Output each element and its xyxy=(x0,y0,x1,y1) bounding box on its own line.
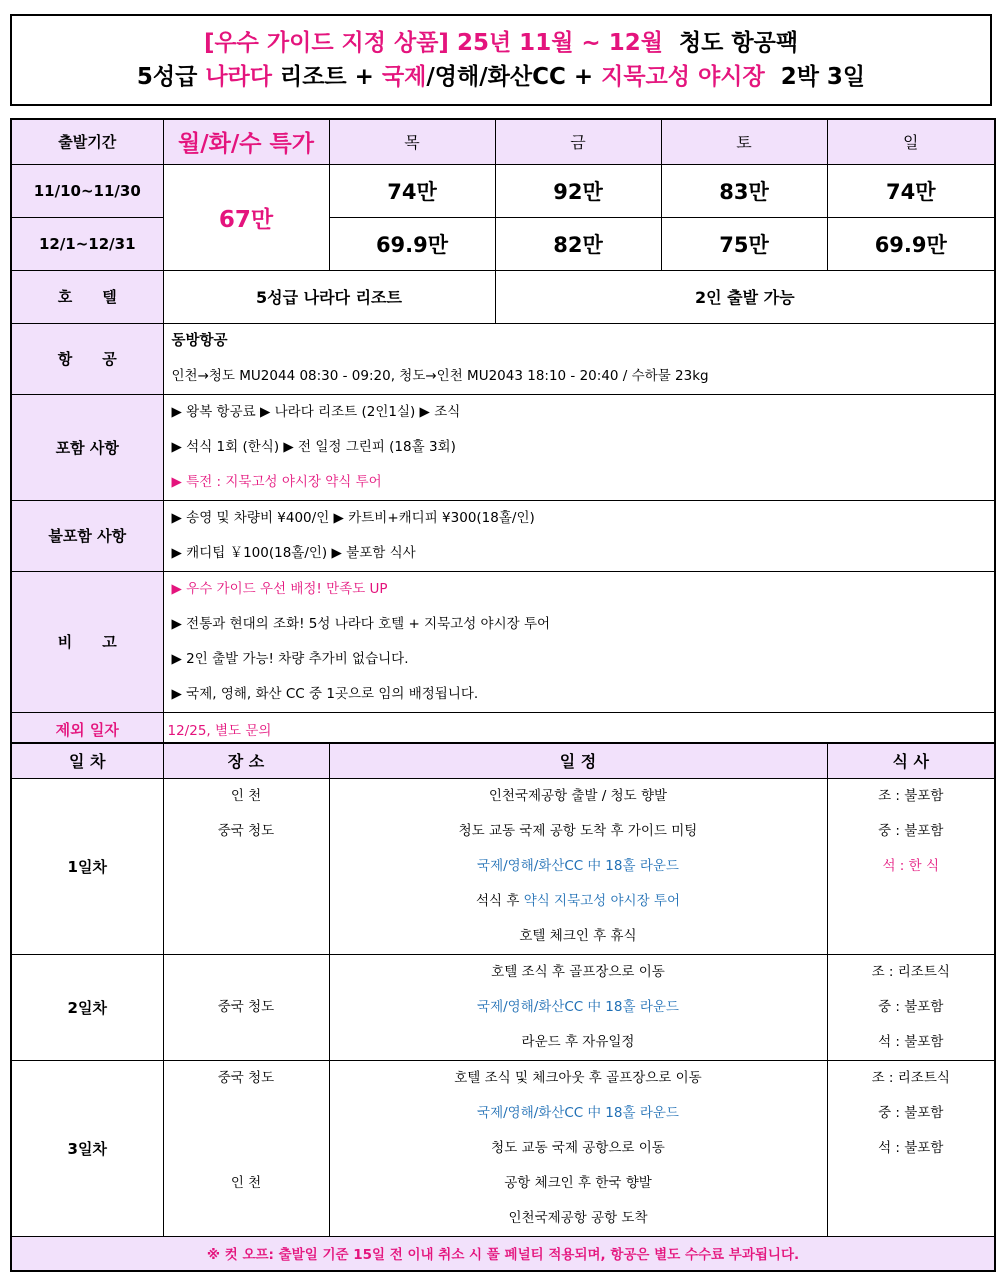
plan-item: 청도 교동 국제 공항 도착 후 가이드 미팅 xyxy=(458,822,698,839)
meal-item: 중 : 불포함 xyxy=(878,1104,944,1121)
day-thu: 목 xyxy=(329,119,495,164)
title-resort-name: 나라다 xyxy=(205,64,272,90)
meal-item: 석 : 한 식 xyxy=(882,857,940,874)
title-duration: 2박 3일 xyxy=(780,64,866,90)
place-item xyxy=(164,1025,329,1060)
place-item xyxy=(164,1131,329,1166)
day-label: 1일차 xyxy=(11,778,163,954)
cutoff-notice: ※ 컷 오프: 출발일 기준 15일 전 이내 취소 시 풀 페널티 적용되며, 항공은 별도 수수료 부과됩니다. xyxy=(11,1236,995,1271)
plan-item: 청도 교동 국제 공항으로 이동 xyxy=(491,1139,665,1156)
excluded-info xyxy=(163,500,995,571)
title-cc-1: 국제 xyxy=(381,64,427,90)
meal-item: 조 : 리조트식 xyxy=(871,963,950,980)
meal-item xyxy=(828,919,995,954)
price-cell: 83만 xyxy=(661,164,827,217)
plan-col xyxy=(329,954,827,1060)
plan-item: 국제/영해/화산CC 中 18홀 라운드 xyxy=(477,998,679,1015)
price-cell: 82만 xyxy=(495,217,661,270)
itinerary-header-meal: 식 사 xyxy=(827,743,995,778)
meal-col xyxy=(827,954,995,1060)
meal-col xyxy=(827,1060,995,1236)
remarks-info xyxy=(163,571,995,712)
plan-item: 호텔 조식 후 골프장으로 이동 xyxy=(491,963,665,980)
day-label: 3일차 xyxy=(11,1060,163,1236)
day-fri: 금 xyxy=(495,119,661,164)
price-cell: 69.9만 xyxy=(827,217,995,270)
excluded-line: ▶ 송영 및 차량비 ¥400/인 ▶ 카트비+캐디피 ¥300(18홀/인) xyxy=(171,509,535,526)
place-item xyxy=(164,919,329,954)
meal-item: 중 : 불포함 xyxy=(878,998,944,1015)
place-item: 중국 청도 xyxy=(217,1069,275,1086)
plan-item: 라운드 후 자유일정 xyxy=(521,1033,635,1050)
info-table xyxy=(10,118,996,748)
place-item: 중국 청도 xyxy=(217,822,275,839)
title-line-1 xyxy=(12,26,990,60)
remarks-label: 비 고 xyxy=(11,571,163,712)
place-col xyxy=(163,954,329,1060)
period-row-2: 12/1~12/31 xyxy=(11,217,163,270)
price-cell: 74만 xyxy=(329,164,495,217)
day-sun: 일 xyxy=(827,119,995,164)
title-box xyxy=(10,14,992,106)
itinerary-header-day: 일 차 xyxy=(11,743,163,778)
included-info xyxy=(163,394,995,500)
place-item xyxy=(164,884,329,919)
hotel-name: 5성급 나라다 리조트 xyxy=(163,270,495,323)
remarks-line: ▶ 2인 출발 가능! 차량 추가비 없습니다. xyxy=(171,650,409,667)
plan-text-highlight: 약식 지묵고성 야시장 투어 xyxy=(523,892,681,909)
itinerary-header-place: 장 소 xyxy=(163,743,329,778)
plan-col xyxy=(329,1060,827,1236)
hotel-label: 호 텔 xyxy=(11,270,163,323)
plan-item: 인천국제공항 출발 / 청도 향발 xyxy=(488,787,668,804)
airline-name: 동방항공 xyxy=(171,332,228,349)
hotel-note: 2인 출발 가능 xyxy=(495,270,995,323)
remarks-line: ▶ 국제, 영해, 화산 CC 중 1곳으로 임의 배정됩니다. xyxy=(171,685,479,702)
excluded-line: ▶ 캐디팁 ￥100(18홀/인) ▶ 불포함 식사 xyxy=(171,544,416,561)
flight-label: 항 공 xyxy=(11,323,163,394)
price-cell: 74만 xyxy=(827,164,995,217)
plan-item: 국제/영해/화산CC 中 18홀 라운드 xyxy=(477,1104,679,1121)
remarks-line: ▶ 전통과 현대의 조화! 5성 나라다 호텔 + 지묵고성 야시장 투어 xyxy=(171,615,551,632)
meal-item: 조 : 불포함 xyxy=(878,787,944,804)
meal-col xyxy=(827,778,995,954)
place-item: 중국 청도 xyxy=(217,998,275,1015)
plan-item: 공항 체크인 후 한국 향발 xyxy=(504,1174,652,1191)
plan-item: 호텔 조식 및 체크아웃 후 골프장으로 이동 xyxy=(454,1069,702,1086)
meal-item xyxy=(828,884,995,919)
plan-item: 호텔 체크인 후 휴식 xyxy=(519,927,637,944)
itinerary-table xyxy=(10,742,996,1272)
flight-schedule: 인천→청도 MU2044 08:30 - 09:20, 청도→인천 MU2043 18:10 - 20:40 / 수하물 23kg xyxy=(171,367,709,384)
excluded-label: 불포함 사항 xyxy=(11,500,163,571)
title-line-2 xyxy=(12,60,990,94)
meal-item: 조 : 리조트식 xyxy=(871,1069,950,1086)
place-item xyxy=(164,849,329,884)
excluded-dates-label: 제외 일자 xyxy=(11,712,163,747)
plan-item: 국제/영해/화산CC 中 18홀 라운드 xyxy=(477,857,679,874)
place-item xyxy=(164,955,329,990)
plan-col xyxy=(329,778,827,954)
included-label: 포함 사항 xyxy=(11,394,163,500)
meal-item xyxy=(828,1201,995,1236)
day-sat: 토 xyxy=(661,119,827,164)
title-resort: 리조트 + xyxy=(280,64,374,90)
meal-item: 석 : 불포함 xyxy=(878,1139,944,1156)
special-label: 월/화/수 특가 xyxy=(163,119,329,164)
remarks-highlight: ▶ 우수 가이드 우선 배정! 만족도 UP xyxy=(171,580,388,597)
price-cell: 92만 xyxy=(495,164,661,217)
title-period: [우수 가이드 지정 상품] 25년 11월 ~ 12월 xyxy=(203,30,663,56)
price-cell: 69.9만 xyxy=(329,217,495,270)
place-item: 인 천 xyxy=(230,787,262,804)
place-col xyxy=(163,1060,329,1236)
price-cell: 75만 xyxy=(661,217,827,270)
plan-text: 석식 후 xyxy=(475,892,524,909)
place-item xyxy=(164,1201,329,1236)
flight-info xyxy=(163,323,995,394)
title-nightmarket: 지묵고성 야시장 xyxy=(601,64,765,90)
place-item: 인 천 xyxy=(230,1174,262,1191)
included-special: ▶ 특전 : 지묵고성 야시장 약식 투어 xyxy=(171,473,382,490)
itinerary-header-plan: 일 정 xyxy=(329,743,827,778)
excluded-dates-value: 12/25, 별도 문의 xyxy=(163,712,995,747)
period-label: 출발기간 xyxy=(11,119,163,164)
plan-item xyxy=(330,884,827,919)
special-price: 67만 xyxy=(163,164,329,270)
title-product: 청도 항공팩 xyxy=(678,30,799,56)
title-cc-2: /영해/화산CC + xyxy=(426,64,594,90)
included-line: ▶ 석식 1회 (한식) ▶ 전 일정 그린피 (18홀 3회) xyxy=(171,438,456,455)
included-line: ▶ 왕복 항공료 ▶ 나라다 리조트 (2인1실) ▶ 조식 xyxy=(171,403,461,420)
period-row-1: 11/10~11/30 xyxy=(11,164,163,217)
day-label: 2일차 xyxy=(11,954,163,1060)
meal-item xyxy=(828,1166,995,1201)
place-col xyxy=(163,778,329,954)
plan-item: 인천국제공항 공항 도착 xyxy=(508,1209,648,1226)
meal-item: 석 : 불포함 xyxy=(878,1033,944,1050)
meal-item: 중 : 불포함 xyxy=(878,822,944,839)
title-grade: 5성급 xyxy=(136,64,198,90)
place-item xyxy=(164,1096,329,1131)
